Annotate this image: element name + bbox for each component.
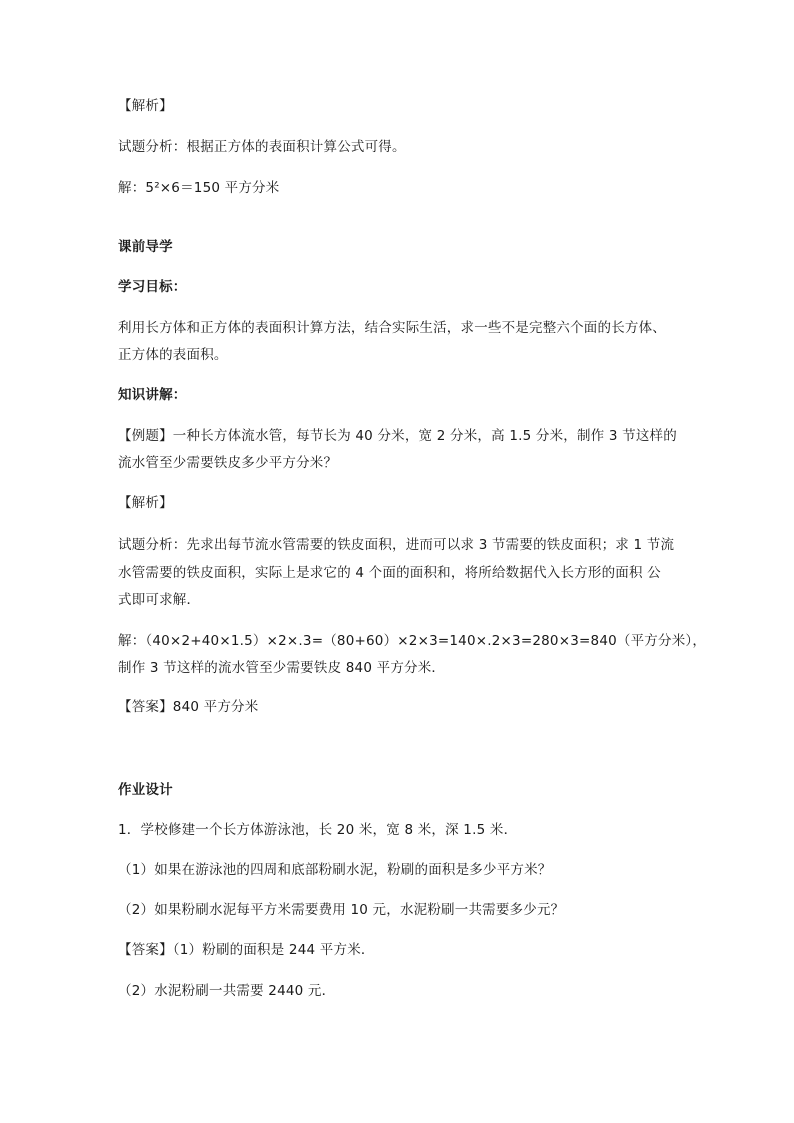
example-jiexi-label: 【解析】 — [118, 495, 173, 511]
knowledge-heading: 知识讲解： — [118, 387, 187, 403]
section1-solution: 解：5²×6＝150 平方分米 — [118, 180, 280, 196]
example-analysis-line3: 式即可求解． — [118, 592, 201, 608]
example-analysis-line2: 水管需要的铁皮面积，实际上是求它的 4 个面的面积和，将所给数据代入长方形的面积 公 — [118, 565, 661, 581]
example-question-line2: 流水管至少需要铁皮多少平方分米？ — [118, 455, 338, 471]
homework-answer-line1: 【答案】（1）粉刷的面积是 244 平方米． — [118, 942, 375, 958]
example-solution-line1: 解：（40×2+40×1.5）×2×.3=（80+60）×2×3=140×.2×3=280×3=840（平方分米）， — [118, 633, 707, 649]
goals-text-line1: 利用长方体和正方体的表面积计算方法，结合实际生活，求一些不是完整六个面的长方体、 — [118, 320, 666, 336]
section1-analysis: 试题分析：根据正方体的表面积计算公式可得。 — [118, 139, 406, 155]
goals-text-line2: 正方体的表面积。 — [118, 347, 228, 363]
homework-heading: 作业设计 — [118, 782, 173, 798]
homework-question1-part2: （2）如果粉刷水泥每平方米需要费用 10 元，水泥粉刷一共需要多少元？ — [118, 902, 565, 918]
homework-question1: 1．学校修建一个长方体游泳池，长 20 米，宽 8 米，深 1.5 米． — [118, 822, 518, 838]
goals-heading: 学习目标： — [118, 279, 187, 295]
homework-question1-part1: （1）如果在游泳池的四周和底部粉刷水泥，粉刷的面积是多少平方米？ — [118, 862, 552, 878]
homework-answer-line2: （2）水泥粉刷一共需要 2440 元． — [118, 983, 336, 999]
section1-jiexi-label: 【解析】 — [118, 98, 173, 114]
preview-heading: 课前导学 — [118, 239, 173, 255]
example-question-line1: 【例题】一种长方体流水管，每节长为 40 分米，宽 2 分米，高 1.5 分米，制作 3 节这样的 — [118, 428, 677, 444]
example-solution-line2: 制作 3 节这样的流水管至少需要铁皮 840 平方分米． — [118, 660, 446, 676]
example-answer: 【答案】840 平方分米 — [118, 699, 259, 715]
example-analysis-line1: 试题分析：先求出每节流水管需要的铁皮面积，进而可以求 3 节需要的铁皮面积；求 1 节流 — [118, 537, 675, 553]
